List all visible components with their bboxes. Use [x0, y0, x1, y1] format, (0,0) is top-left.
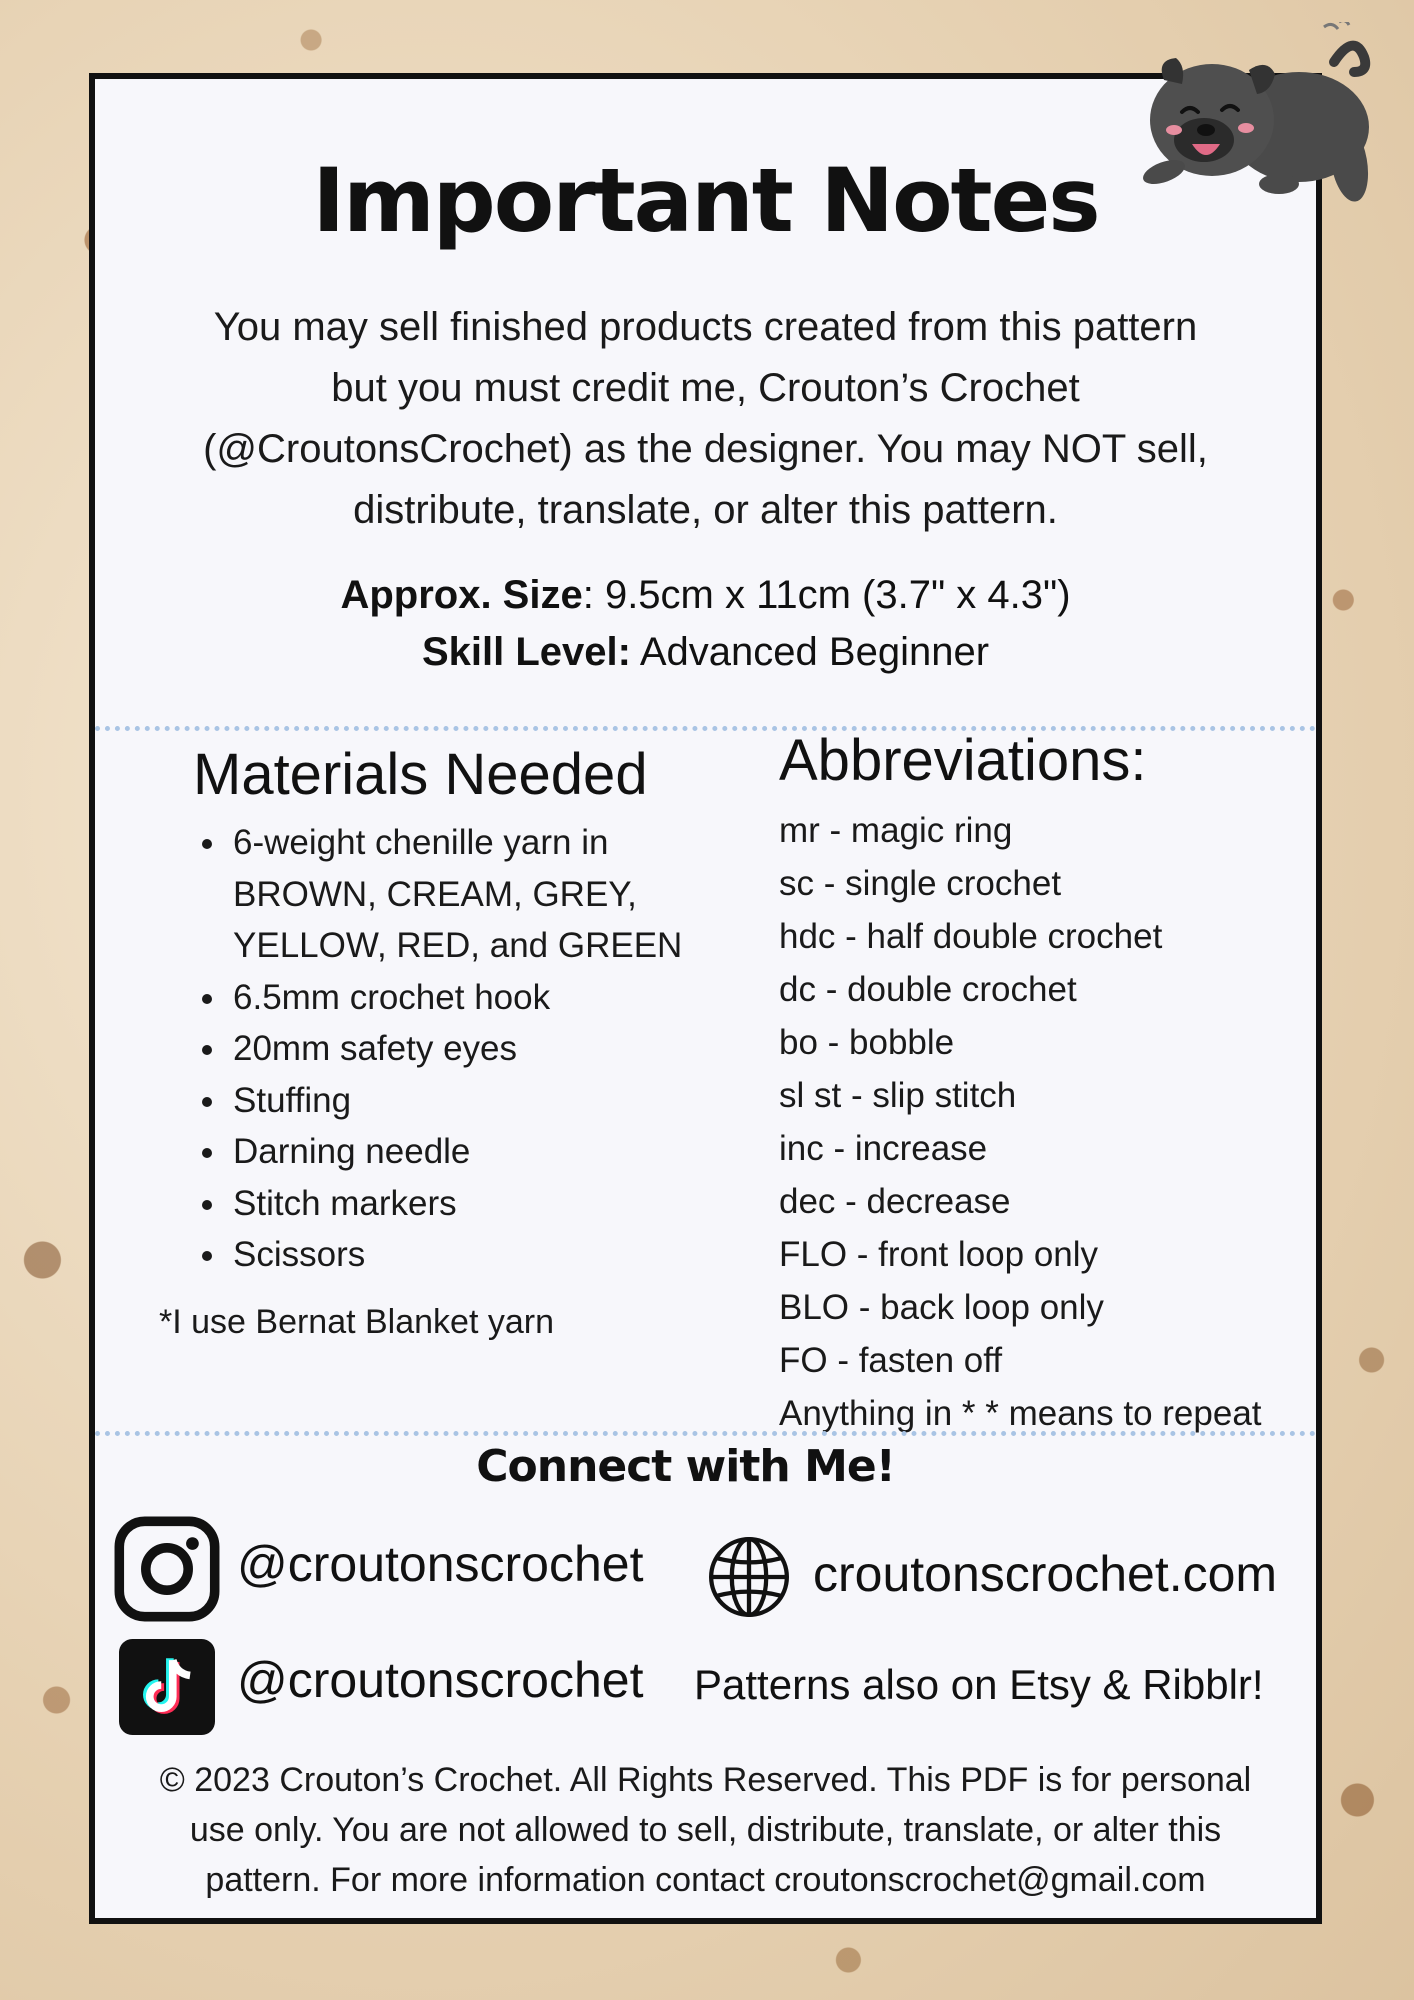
list-item: • 6-weight chenille yarn in BROWN, CREAM, GREY, YELLOW, RED, and GREEN	[229, 817, 749, 972]
skill-value: Advanced Beginner	[630, 630, 990, 674]
copyright-line: pattern. For more information contact croutonscrochet@gmail.com	[205, 1861, 1206, 1899]
list-item: Anything in * * means to repeat	[779, 1394, 1262, 1433]
size-label: Approx. Size	[340, 573, 583, 617]
intro-line: You may sell finished products created from this pattern	[213, 305, 1198, 349]
size-value: : 9.5cm x 11cm (3.7" x 4.3")	[582, 573, 1071, 617]
yarn-note: *I use Bernat Blanket yarn	[159, 1303, 555, 1341]
abbreviations-list	[779, 804, 1262, 1434]
list-item: • Stuffing	[229, 1075, 749, 1127]
list-item: sl st - slip stitch	[779, 1076, 1017, 1115]
dotted-divider	[95, 1431, 1316, 1436]
pug-mascot	[1134, 22, 1384, 222]
connect-heading: Connect with Me!	[476, 1441, 895, 1492]
list-item: • Darning needle	[229, 1126, 749, 1178]
list-item: • 20mm safety eyes	[229, 1023, 749, 1075]
etsy-ribblr-note: Patterns also on Etsy & Ribblr!	[694, 1661, 1264, 1708]
list-item: inc - increase	[779, 1129, 988, 1168]
list-item: sc - single crochet	[779, 864, 1062, 903]
tiktok-handle[interactable]: @croutonscrochet	[237, 1652, 644, 1708]
list-item: hdc - half double crochet	[779, 917, 1163, 956]
list-item: dc - double crochet	[779, 970, 1077, 1009]
abbreviations-clip	[95, 79, 1316, 1434]
intro-line: (@CroutonsCrochet) as the designer. You may NOT sell,	[203, 427, 1208, 471]
list-item: • Stitch markers	[229, 1178, 749, 1230]
list-item: BLO - back loop only	[779, 1288, 1104, 1327]
globe-icon[interactable]	[706, 1534, 792, 1620]
abbreviations-heading: Abbreviations:	[779, 728, 1147, 793]
list-item: FLO - front loop only	[779, 1235, 1099, 1274]
page-title: Important Notes	[312, 149, 1099, 252]
list-item: bo - bobble	[779, 1023, 955, 1062]
instagram-icon[interactable]	[114, 1516, 220, 1622]
list-item: dec - decrease	[779, 1182, 1011, 1221]
copyright-line: use only. You are not allowed to sell, distribute, translate, or alter this	[189, 1811, 1222, 1849]
list-item: • 6.5mm crochet hook	[229, 972, 749, 1024]
list-item: FO - fasten off	[779, 1341, 1003, 1380]
copyright-line: © 2023 Crouton’s Crochet. All Rights Reserved. This PDF is for personal	[159, 1761, 1252, 1799]
skill-label: Skill Level:	[421, 630, 631, 674]
list-item: • Scissors	[229, 1229, 749, 1281]
tiktok-icon[interactable]	[119, 1639, 215, 1735]
website-link[interactable]: croutonscrochet.com	[813, 1546, 1278, 1602]
instagram-handle[interactable]: @croutonscrochet	[237, 1536, 644, 1592]
list-item: mr - magic ring	[779, 811, 1013, 850]
materials-heading: Materials Needed	[193, 742, 648, 807]
intro-line: but you must credit me, Crouton’s Crochet	[331, 366, 1080, 410]
intro-line: distribute, translate, or alter this pattern.	[353, 488, 1058, 532]
copyright-notice	[95, 1755, 1316, 1905]
notes-card	[89, 73, 1322, 1924]
